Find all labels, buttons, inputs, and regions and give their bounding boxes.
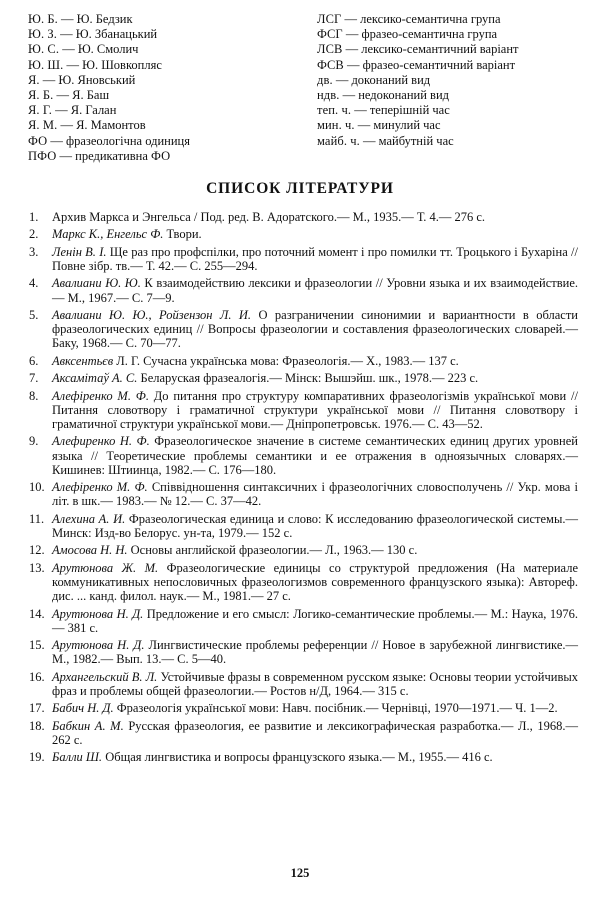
abbreviation-key: Я. Б. [28, 88, 54, 103]
abbreviation-entry: ЛСГ — лексико-семантична група [317, 12, 501, 26]
reference-number: 13. [29, 560, 45, 575]
reference-item [0, 561, 600, 604]
abbreviation-value: теперішній час [369, 103, 450, 118]
abbreviation-entry: ФО — фразеологічна одиниця [28, 133, 190, 148]
abbreviation-value: майбутній час [378, 133, 454, 148]
reference-number: 6. [29, 353, 39, 368]
abbreviation-entry: ЛСВ — лексико-семантичний варіант [317, 42, 519, 57]
abbreviations-left-column [28, 12, 303, 164]
abbreviation-value: недоконаний вид [358, 88, 449, 103]
reference-text: Лингвистические проблемы референции // Новое в зарубежной лингвистике.— М., 1982.— Вып. 13.— С. 5—40. [52, 638, 578, 667]
reference-number: 12. [29, 543, 45, 558]
reference-item [0, 638, 600, 666]
abbreviation-value: Ю. Яновський [58, 72, 136, 87]
abbreviation-entry: Я. М. — Я. Мамонтов [28, 118, 146, 133]
abbreviation-key: мин. ч. [317, 118, 355, 133]
reference-author: Арутюнова Ж. М. [52, 560, 159, 575]
abbreviation-value: Я. Мамонтов [76, 118, 146, 133]
reference-author: Бабкин А. М. [52, 718, 124, 733]
reference-author: Алефіренко М. Ф. [52, 480, 148, 495]
abbreviation-key: ФСВ [317, 57, 344, 72]
reference-author: Арутюнова Н. Д. [52, 606, 144, 621]
reference-author: Алехина А. И. [52, 511, 126, 526]
reference-author: Алефиренко Н. Ф. [52, 434, 150, 449]
reference-text: Фразеологія української мови: Навч. посібник.— Чернівці, 1970—1971.— Ч. 1—2. [113, 701, 558, 716]
abbreviation-entry: Я. Б. — Я. Баш [28, 88, 110, 103]
section-title: СПИСОК ЛІТЕРАТУРИ [206, 180, 394, 197]
reference-text: Фразеологические единицы со структурой предложения (На материале коммуникативных непословичных фразеологизмов современного французского языка): Автореф. дис. ... канд. филол. наук.— М., 1981.— 27 с. [52, 560, 578, 604]
reference-item [0, 227, 600, 241]
abbreviation-entry: теп. ч. — теперішній час [317, 103, 450, 118]
abbreviation-key: ПФО [28, 148, 57, 163]
abbreviation-key: теп. ч. [317, 103, 352, 118]
reference-author: Ленін В. І. [52, 244, 107, 259]
abbreviation-key: Ю. С. [28, 42, 60, 57]
reference-text: Предложение и его смысл: Логико-семантические проблемы.— М.: Наука, 1976.— 381 с. [52, 606, 579, 635]
reference-number: 17. [29, 701, 45, 716]
abbreviation-value: Я. Баш [72, 88, 110, 103]
reference-item [0, 245, 600, 273]
reference-number: 8. [29, 388, 39, 403]
reference-author: Амосова Н. Н. [52, 543, 128, 558]
abbreviation-key: ндв. [317, 88, 340, 103]
abbreviation-value: Ю. Смолич [77, 42, 139, 57]
reference-text: Співвідношення синтаксичних і фразеологічних словосполучень // Укр. мова і літ. в шк.— 1983.— № 12.— С. 37—42. [52, 480, 578, 509]
abbreviation-entry: майб. ч. — майбутній час [317, 133, 454, 148]
reference-text: Беларуская фразеалогія.— Мінск: Вышэйш. шк., 1978.— 223 с. [137, 371, 479, 386]
abbreviation-entry: Я. Г. — Я. Галан [28, 103, 117, 118]
reference-text: Русская фразеология, ее развитие и лексикографическая разработка.— Л., 1968.— 262 с. [52, 718, 578, 747]
reference-author: Авксентьєв [52, 353, 114, 368]
abbreviations-section [0, 12, 600, 172]
reference-text: Основы английской фразеологии.— Л., 1963.— 130 с. [127, 543, 418, 558]
reference-text: Архив Маркса и Энгельса / Под. ред. В. Адоратского.— М., 1935.— Т. 4.— 276 с. [52, 210, 486, 224]
reference-number: 11. [29, 511, 45, 526]
reference-text: Ще раз про профспілки, про поточний момент і про помилки тт. Троцького і Бухаріна // Повне зібр. тв.— Т. 42.— С. 255—294. [52, 244, 578, 273]
abbreviation-key: Я. [28, 72, 40, 87]
reference-item [0, 389, 600, 432]
abbreviation-key: майб. ч. [317, 133, 360, 148]
abbreviation-value: лексико-семантична група [360, 12, 501, 26]
abbreviation-value: фразео-семантичний варіант [362, 57, 516, 72]
abbreviation-key: Ю. З. [28, 27, 57, 42]
reference-item [0, 701, 600, 715]
abbreviations-right-column [317, 12, 582, 149]
reference-author: Маркс К., Енгельс Ф. [52, 227, 164, 242]
reference-item [0, 719, 600, 747]
reference-text: Фразеологическое значение в системе семантических единиц других уровней языка // Теоретические проблемы семантики и ее отражения в одноязычных словарях.— Кишинев: Штиинца, 1982.— С. 176—180. [52, 434, 578, 477]
reference-item [0, 210, 600, 224]
reference-text: О разграничении синонимии и вариантности в области фразеологических единиц // Вопросы фразеологии и составления фразеологических словарей.— Баку, 1968.— С. 70—77. [52, 307, 578, 351]
abbreviation-key: ЛСГ [317, 12, 342, 26]
reference-text: До питання про структуру компаративних фразеологізмів української мови // Питання словотвору і граматичної структури української мови // Питання словотвору і граматичної структури української мови.— Дніпропетровськ. 1976.— С. 43—52. [52, 388, 578, 431]
reference-item [0, 276, 600, 304]
abbreviation-entry: Ю. Б. — Ю. Бедзик [28, 12, 133, 26]
abbreviation-value: Я. Галан [70, 103, 117, 118]
abbreviation-entry: Ю. С. — Ю. Смолич [28, 42, 139, 57]
reference-item [0, 670, 600, 698]
abbreviation-value: фразео-семантична група [361, 27, 498, 42]
reference-author: Балли Ш. [52, 750, 103, 765]
abbreviation-entry: Я. — Ю. Яновський [28, 72, 136, 87]
abbreviation-key: дв. [317, 72, 333, 87]
abbreviation-key: ЛСВ [317, 42, 343, 57]
reference-number: 19. [29, 750, 45, 765]
reference-number: 3. [29, 244, 39, 259]
reference-author: Арутюнова Н. Д. [52, 638, 145, 653]
abbreviation-value: лексико-семантичний варіант [361, 42, 519, 57]
reference-text: Фразеологическая единица и слово: К исследованию фразеологической системы.— Минск: Изд-во Белорус. ун-та, 1979.— 152 с. [52, 511, 578, 540]
reference-text: Твори. [163, 227, 202, 242]
abbreviation-entry: Ю. З. — Ю. Збанацький [28, 27, 158, 42]
abbreviation-value: фразеологічна одиниця [66, 133, 190, 148]
page-number: 125 [290, 866, 310, 880]
reference-item [0, 354, 600, 368]
reference-text: Устойчивые фразы в современном русском языке: Основы теории устойчивых фраз и проблемы общей фразеологии.— Ростов н/Д, 1964.— 315 с. [52, 669, 579, 698]
reference-number: 2. [29, 227, 39, 242]
reference-text: Л. Г. Сучасна українська мова: Фразеологія.— Х., 1983.— 137 с. [113, 353, 459, 368]
abbreviation-value: Ю. Шовкопляс [82, 57, 162, 72]
reference-text: К взаимодействию лексики и фразеологии // Уровни языка и их взаимодействие.— М., 1967.— С. 7—9. [52, 276, 579, 305]
abbreviation-key: ФО [28, 133, 48, 148]
reference-item [0, 607, 600, 635]
reference-number: 16. [29, 669, 45, 684]
reference-number: 4. [29, 276, 39, 291]
abbreviation-value: минулий час [373, 118, 441, 133]
reference-text: Общая лингвистика и вопросы французского языка.— М., 1955.— 416 с. [102, 750, 493, 765]
reference-number: 1. [29, 210, 39, 224]
abbreviation-value: Ю. Бедзик [76, 12, 133, 26]
reference-author: Аксамітаў А. С. [52, 371, 138, 386]
reference-item [0, 308, 600, 351]
reference-number: 14. [29, 606, 45, 621]
abbreviation-entry: мин. ч. — минулий час [317, 118, 441, 133]
abbreviation-entry: ФСГ — фразео-семантична група [317, 27, 498, 42]
reference-author: Авалиани Ю. Ю. [52, 276, 141, 291]
reference-number: 18. [29, 718, 45, 733]
abbreviation-key: Ю. Ш. [28, 57, 64, 72]
reference-author: Авалиани Ю. Ю., Ройзензон Л. И. [52, 307, 252, 322]
abbreviation-value: доконаний вид [351, 72, 431, 87]
abbreviation-entry: ФСВ — фразео-семантичний варіант [317, 57, 516, 72]
reference-item [0, 434, 600, 477]
abbreviation-entry: ндв. — недоконаний вид [317, 88, 449, 103]
reference-item [0, 543, 600, 557]
abbreviation-entry: Ю. Ш. — Ю. Шовкопляс [28, 57, 162, 72]
reference-number: 15. [29, 638, 45, 653]
abbreviation-key: Я. Г. [28, 103, 53, 118]
reference-item [0, 512, 600, 540]
reference-author: Алефіренко М. Ф. [52, 388, 149, 403]
reference-item [0, 480, 600, 508]
reference-item [0, 750, 600, 764]
reference-number: 7. [29, 371, 39, 386]
reference-number: 9. [29, 434, 39, 449]
abbreviation-entry: дв. — доконаний вид [317, 72, 431, 87]
reference-number: 10. [29, 480, 45, 495]
abbreviation-key: Я. М. [28, 118, 58, 133]
reference-item [0, 371, 600, 385]
reference-author: Архангельский В. Л. [52, 669, 158, 684]
abbreviation-entry: ПФО — предикативна ФО [28, 148, 171, 163]
abbreviation-key: ФСГ [317, 27, 343, 42]
reference-number: 5. [29, 307, 39, 322]
reference-author: Бабич Н. Д. [52, 701, 114, 716]
abbreviation-value: предикативна ФО [75, 148, 171, 163]
abbreviation-key: Ю. Б. [28, 12, 58, 26]
abbreviation-value: Ю. Збанацький [75, 27, 158, 42]
reference-list [0, 210, 600, 768]
